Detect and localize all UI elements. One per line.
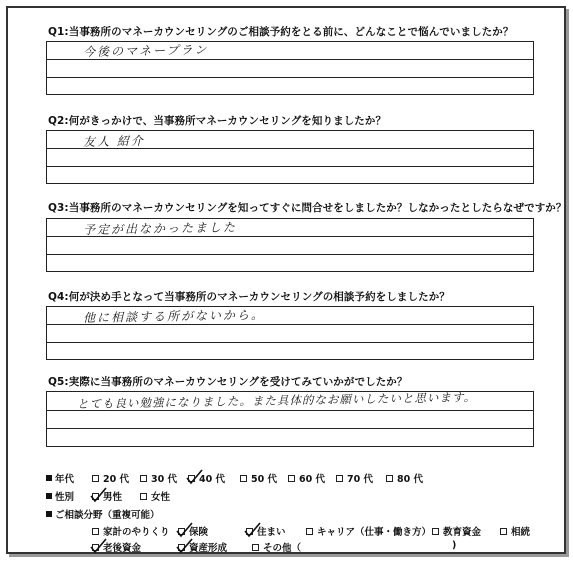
answer-1-text: 今後のマネープラン <box>82 42 209 59</box>
age-option-50[interactable]: 50 代 <box>240 471 277 485</box>
checkbox-icon[interactable] <box>386 475 393 482</box>
field-option-housing[interactable]: 住まい <box>246 524 286 538</box>
age-row-label: 年代 <box>46 471 74 485</box>
checkbox-icon[interactable] <box>92 528 99 535</box>
age-option-80[interactable]: 80 代 <box>386 471 423 485</box>
fields-row-label: ご相談分野（重複可能） <box>46 507 160 521</box>
field-option-retirement[interactable]: 老後資金 <box>92 540 141 554</box>
checkbox-icon[interactable] <box>240 475 247 482</box>
answer-2-text: 友人 紹介 <box>82 133 145 149</box>
checkbox-icon[interactable] <box>92 493 99 500</box>
answer-5-text: とても良い勉強になりました。また具体的なお願いしたいと思います。 <box>76 390 477 411</box>
answer-box-5[interactable] <box>46 391 534 447</box>
checkbox-icon[interactable] <box>92 544 99 551</box>
checkbox-icon[interactable] <box>306 528 313 535</box>
question-5-label: Q5:実際に当事務所のマネーカウンセリングを受けてみていかがでしたか？ <box>48 376 408 388</box>
question-3-label: Q3:当事務所のマネーカウンセリングを知ってすぐに問合せをしましたか？しなかったとしたらなぜですか？ <box>48 202 567 214</box>
bullet-icon <box>46 511 52 517</box>
field-option-household[interactable]: 家計のやりくり <box>92 524 170 538</box>
checkbox-icon[interactable] <box>288 475 295 482</box>
checkbox-icon[interactable] <box>252 544 259 551</box>
field-option-inheritance[interactable]: 相続 <box>500 524 530 538</box>
bullet-icon <box>46 475 52 481</box>
checkbox-icon[interactable] <box>92 475 99 482</box>
age-option-40[interactable]: 40 代 <box>188 471 225 485</box>
field-option-career[interactable]: キャリア（仕事・働き方） <box>306 524 431 538</box>
answer-3-text: 予定が出なかったました <box>82 220 238 237</box>
age-option-30[interactable]: 30 代 <box>140 471 177 485</box>
bullet-icon <box>46 493 52 499</box>
gender-option-female[interactable]: 女性 <box>140 489 170 503</box>
gender-option-male[interactable]: 男性 <box>92 489 122 503</box>
question-1-label: Q1:当事務所のマネーカウンセリングのご相談予約をとる前に、どんなことで悩んでいましたか？ <box>48 26 514 38</box>
field-option-insurance[interactable]: 保険 <box>178 524 208 538</box>
age-option-60[interactable]: 60 代 <box>288 471 325 485</box>
checkbox-icon[interactable] <box>188 475 195 482</box>
answer-box-4[interactable] <box>46 306 534 360</box>
answer-box-2[interactable] <box>46 130 534 184</box>
field-option-asset-building[interactable]: 資産形成 <box>178 540 227 554</box>
checkbox-icon[interactable] <box>432 528 439 535</box>
checkbox-icon[interactable] <box>178 528 185 535</box>
field-option-other[interactable]: その他（ <box>252 540 301 554</box>
checkbox-icon[interactable] <box>246 528 253 535</box>
question-4-label: Q4:何が決め手となって当事務所のマネーカウンセリングの相談予約をしましたか？ <box>48 291 450 303</box>
question-2-label: Q2:何がきっかけで、当事務所マネーカウンセリングを知りましたか？ <box>48 115 387 127</box>
checkbox-icon[interactable] <box>336 475 343 482</box>
answer-box-3[interactable] <box>46 218 534 272</box>
gender-row-label: 性別 <box>46 489 74 503</box>
age-option-70[interactable]: 70 代 <box>336 471 373 485</box>
checkbox-icon[interactable] <box>140 493 147 500</box>
answer-4-text: 他に相談する所がないから。 <box>82 307 266 325</box>
checkbox-icon[interactable] <box>178 544 185 551</box>
field-option-other-close: ) <box>452 540 457 551</box>
survey-sheet <box>6 6 566 554</box>
checkbox-icon[interactable] <box>500 528 507 535</box>
answer-box-1[interactable] <box>46 41 534 95</box>
checkbox-icon[interactable] <box>140 475 147 482</box>
age-option-20[interactable]: 20 代 <box>92 471 129 485</box>
field-option-education[interactable]: 教育資金 <box>432 524 481 538</box>
